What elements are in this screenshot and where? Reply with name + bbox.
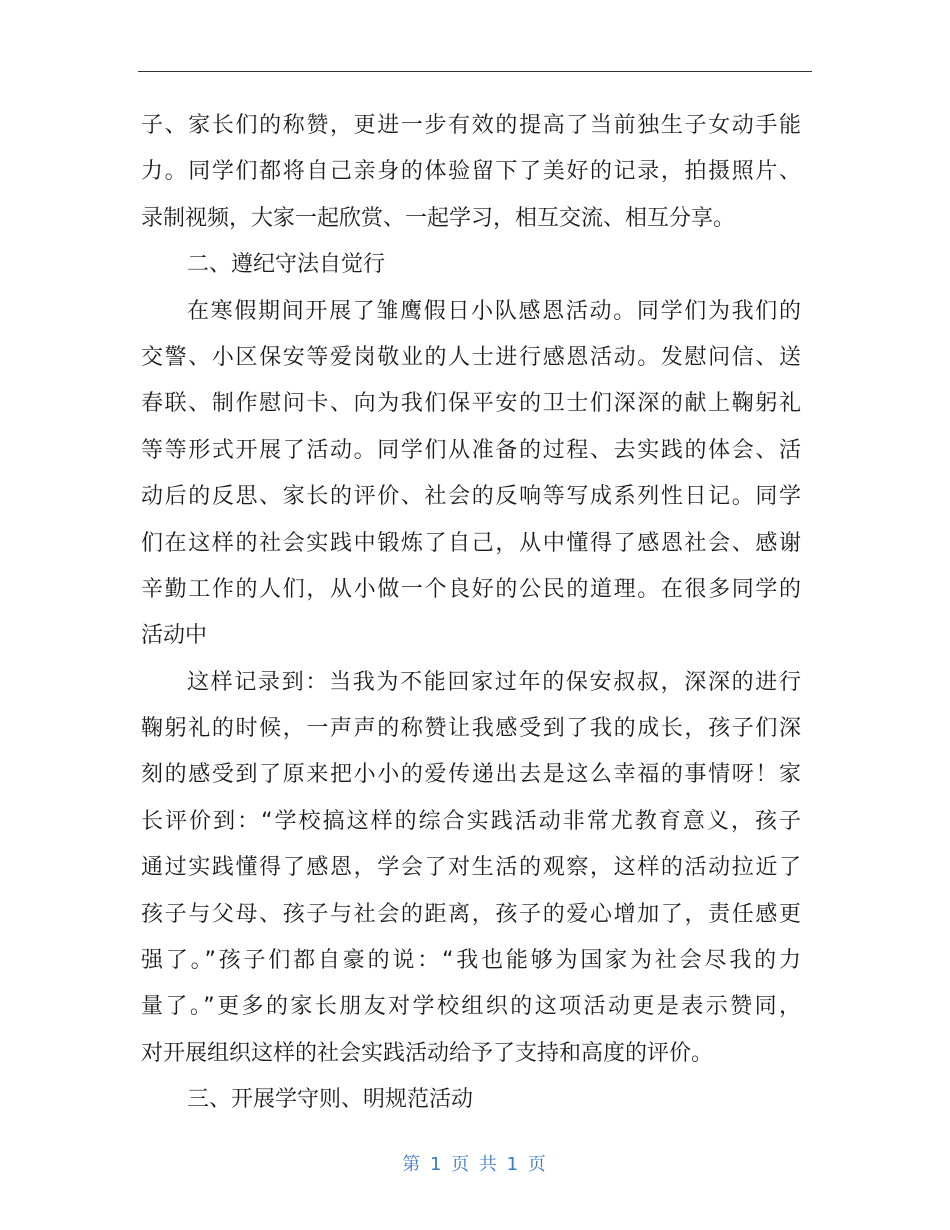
paragraph-line: 刻的感受到了原来把小小的爱传递出去是这么幸福的事情呀！家 — [141, 762, 801, 788]
paragraph-line: 对开展组织这样的社会实践活动给予了支持和高度的评价。 — [141, 1040, 714, 1066]
paragraph-line: 长评价到：“学校搞这样的综合实践活动非常尤教育意义，孩子 — [141, 808, 801, 834]
header-rule — [138, 71, 812, 72]
paragraph-line: 录制视频，大家一起欣赏、一起学习，相互交流、相互分享。 — [141, 205, 736, 231]
paragraph-line: 力。同学们都将自己亲身的体验留下了美好的记录，拍摄照片、 — [141, 159, 801, 185]
paragraph-line: 活动中 — [141, 623, 208, 649]
section-heading: 三、开展学守则、明规范活动 — [187, 1087, 474, 1113]
section-heading: 二、遵纪守法自觉行 — [187, 252, 386, 278]
paragraph-line: 鞠躬礼的时候，一声声的称赞让我感受到了我的成长，孩子们深 — [141, 716, 801, 742]
paragraph-line: 辛勤工作的人们，从小做一个良好的公民的道理。在很多同学的 — [141, 576, 801, 602]
paragraph-line: 通过实践懂得了感恩，学会了对生活的观察，这样的活动拉近了 — [141, 855, 801, 881]
paragraph-line: 这样记录到：当我为不能回家过年的保安叔叔，深深的进行 — [187, 669, 801, 695]
paragraph-line: 们在这样的社会实践中锻炼了自己，从中懂得了感恩社会、感谢 — [141, 530, 801, 556]
paragraph-line: 动后的反思、家长的评价、社会的反响等写成系列性日记。同学 — [141, 484, 801, 510]
paragraph-line: 子、家长们的称赞，更进一步有效的提高了当前独生子女动手能 — [141, 113, 801, 138]
paragraph-line: 孩子与父母、孩子与社会的距离，孩子的爱心增加了，责任感更 — [141, 901, 801, 927]
document-body — [141, 103, 801, 1124]
paragraph-line: 等等形式开展了活动。同学们从准备的过程、去实践的体会、活 — [141, 437, 801, 463]
paragraph-line: 在寒假期间开展了雏鹰假日小队感恩活动。同学们为我们的 — [187, 298, 801, 324]
paragraph-line: 强了。”孩子们都自豪的说：“我也能够为国家为社会尽我的力 — [141, 948, 801, 974]
paragraph-line: 交警、小区保安等爱岗敬业的人士进行感恩活动。发慰问信、送 — [141, 344, 801, 370]
page-number-footer: 第 1 页 共 1 页 — [402, 1154, 548, 1175]
paragraph-line: 春联、制作慰问卡、向为我们保平安的卫士们深深的献上鞠躬礼 — [141, 391, 801, 417]
paragraph-line: 量了。”更多的家长朋友对学校组织的这项活动更是表示赞同， — [141, 994, 801, 1020]
